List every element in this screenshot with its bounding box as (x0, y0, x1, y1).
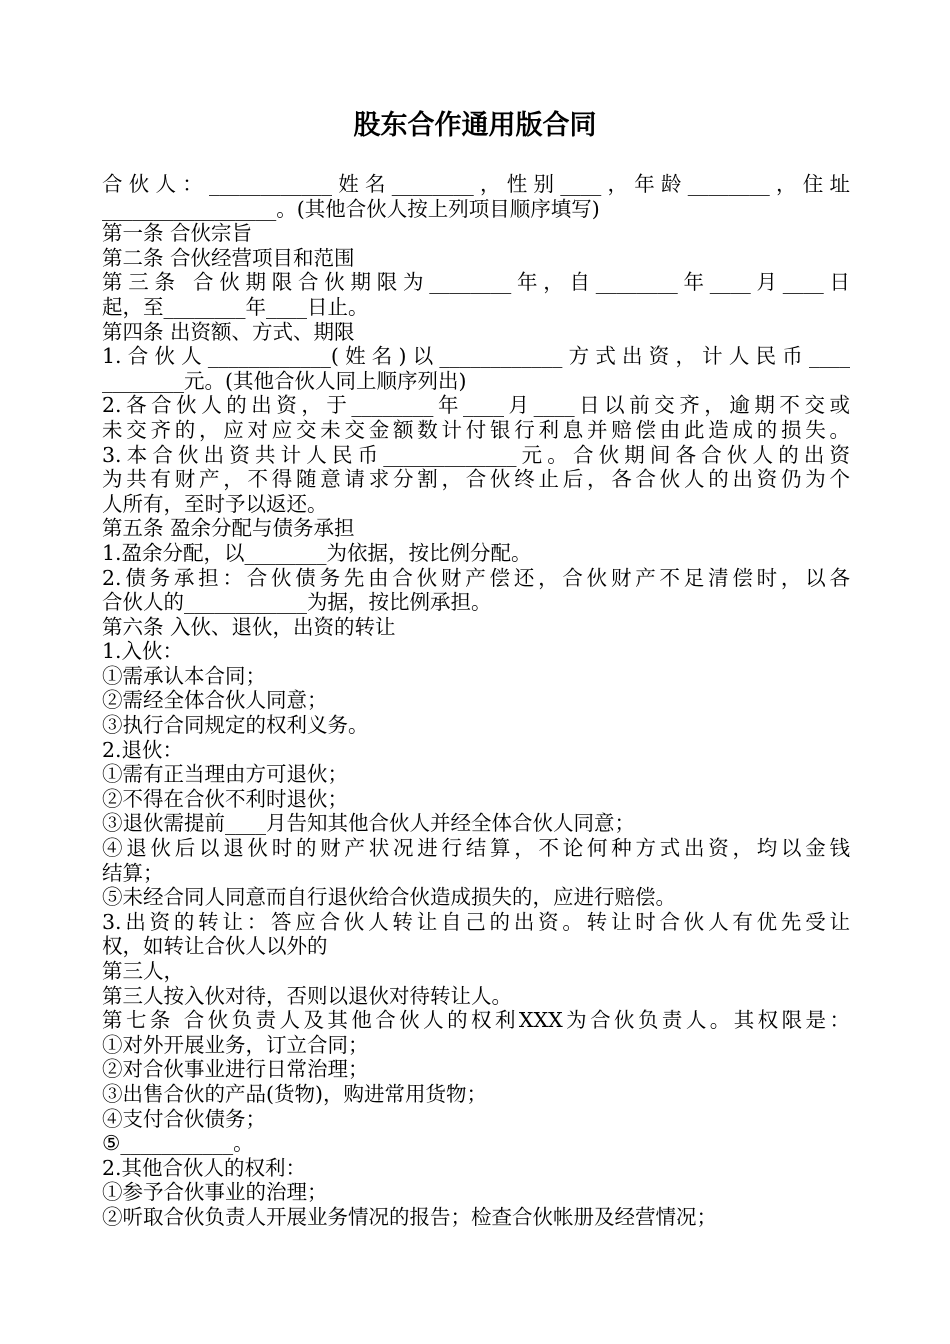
text-line: 合伙人的____________为据，按比例承担。 (102, 590, 492, 615)
list-item: ②不得在合伙不利时退伙； (102, 786, 348, 811)
text-line: 第三人按入伙对待，否则以退伙对待转让人。 (102, 983, 512, 1008)
list-item: ③出售合伙的产品(货物)，购进常用货物； (102, 1081, 487, 1106)
text-line: _________________。(其他合伙人按上列项目顺序填写) (102, 196, 600, 221)
list-item: ②对合伙事业进行日常治理； (102, 1057, 369, 1082)
text-line: 未交齐的，应对应交未交金额数计付银行利息并赔偿由此造成的损失。 (102, 417, 850, 442)
text-line: 1.入伙： (102, 639, 184, 664)
list-item: ①对外开展业务，订立合同； (102, 1032, 369, 1057)
article-heading: 第一条 合伙宗旨 (102, 221, 253, 246)
text-line: 权，如转让合伙人以外的 (102, 934, 328, 959)
list-item: ⑤未经合同人同意而自行退伙给合伙造成损失的，应进行赔偿。 (102, 885, 676, 910)
article-heading: 第三条 合伙期限合伙期限为________年，自________年____月____日 (102, 270, 850, 295)
article-heading: 第六条 入伙、退伙，出资的转让 (102, 614, 396, 639)
article-heading: 第五条 盈余分配与债务承担 (102, 516, 355, 541)
list-item: ①需有正当理由方可退伙； (102, 762, 348, 787)
list-item: 结算； (102, 860, 164, 885)
article-heading: 第七条 合伙负责人及其他合伙人的权利XXX为合伙负责人。其权限是： (102, 1008, 850, 1033)
list-item: ③执行合同规定的权利义务。 (102, 713, 369, 738)
list-item: ④支付合伙债务； (102, 1106, 266, 1131)
text-line: ________元。(其他合伙人同上顺序列出) (102, 368, 467, 393)
text-line: 人所有，至时予以返还。 (102, 491, 328, 516)
text-line: 合伙人：____________姓名________，性别____，年龄________，住址 (102, 172, 850, 196)
contract-body (102, 172, 850, 1230)
text-line: 2.退伙： (102, 737, 184, 762)
article-heading: 第二条 合伙经营项目和范围 (102, 245, 355, 270)
list-item: ⑤___________。 (102, 1131, 254, 1156)
list-item: ②听取合伙负责人开展业务情况的报告；检查合伙帐册及经营情况； (102, 1204, 717, 1229)
text-line: 2.债务承担：合伙债务先由合伙财产偿还，合伙财产不足清偿时，以各 (102, 565, 850, 590)
text-line: 起，至________年____日止。 (102, 294, 369, 319)
text-line: 第三人， (102, 959, 184, 983)
list-item: ②需经全体合伙人同意； (102, 688, 328, 713)
list-item: ①需承认本合同； (102, 663, 266, 688)
article-heading: 第四条 出资额、方式、期限 (102, 319, 355, 344)
list-item: ③退伙需提前____月告知其他合伙人并经全体合伙人同意； (102, 811, 635, 836)
text-line: 为共有财产，不得随意请求分割，合伙终止后，各合伙人的出资仍为个 (102, 467, 850, 492)
text-line: 2.其他合伙人的权利： (102, 1155, 307, 1180)
text-line: 1.合伙人____________(姓名)以____________方式出资，计人民币____ (102, 344, 850, 369)
list-item: ①参予合伙事业的治理； (102, 1180, 328, 1205)
text-line: 3.本合伙出资共计人民币_____________元。合伙期间各合伙人的出资 (102, 442, 850, 467)
text-line: 2.各合伙人的出资，于________年____月____日以前交齐，逾期不交或 (102, 393, 850, 418)
text-line: 1.盈余分配，以________为依据，按比例分配。 (102, 540, 532, 565)
text-line: 3.出资的转让：答应合伙人转让自己的出资。转让时合伙人有优先受让 (102, 909, 850, 934)
document-title: 股东合作通用版合同 (353, 110, 597, 141)
list-item: ④退伙后以退伙时的财产状况进行结算，不论何种方式出资，均以金钱 (102, 836, 850, 861)
